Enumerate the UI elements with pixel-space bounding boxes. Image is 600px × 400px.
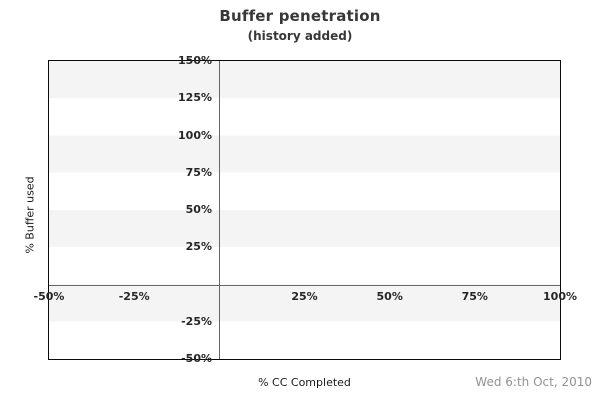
x-axis-zero-line: [49, 285, 560, 286]
y-tick-label: -50%: [181, 352, 212, 365]
x-tick-label: 75%: [461, 290, 488, 303]
x-tick-label: -25%: [118, 290, 150, 303]
x-tick-label: -50%: [33, 290, 65, 303]
chart-title: Buffer penetration: [219, 7, 381, 25]
y-tick-label: 50%: [185, 203, 212, 216]
x-tick-label: 50%: [376, 290, 403, 303]
y-axis-zero-line: [219, 61, 220, 359]
date-label: Wed 6:th Oct, 2010: [475, 375, 592, 389]
y-tick-label: 100%: [178, 128, 212, 142]
y-tick-label: 125%: [178, 91, 212, 105]
x-tick-label: 25%: [291, 290, 318, 303]
y-tick-label: -25%: [181, 314, 212, 328]
y-tick-label: 25%: [185, 240, 212, 254]
plot-area: [33, 54, 577, 365]
y-tick-label: 75%: [185, 165, 212, 179]
x-tick-label: 100%: [543, 290, 577, 303]
y-tick-label: 150%: [178, 54, 212, 67]
y-axis-title-text: % Buffer used: [23, 176, 37, 254]
x-axis-title: % CC Completed: [258, 376, 351, 389]
chart-subtitle: (history added): [247, 29, 353, 43]
